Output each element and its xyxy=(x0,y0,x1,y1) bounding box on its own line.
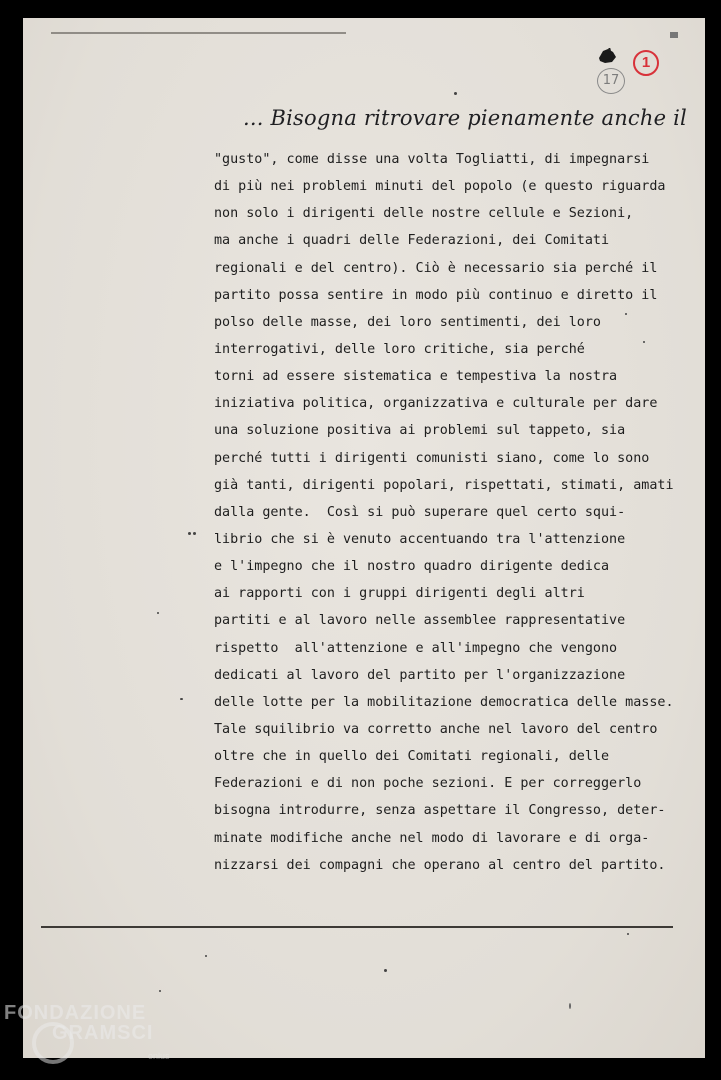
speck xyxy=(569,1003,571,1009)
text-line: librio che si è venuto accentuando tra l'attenzione xyxy=(214,531,626,547)
top-rule xyxy=(51,32,346,34)
text-line: Tale squilibrio va corretto anche nel lavoro del centro xyxy=(214,721,658,737)
speck xyxy=(180,698,183,700)
text-line: regionali e del centro). Ciò è necessario sia perché il xyxy=(214,260,658,276)
page-number-red: 1 xyxy=(633,50,659,76)
text-line: dedicati al lavoro del partito per l'organizzazione xyxy=(214,667,626,683)
fondazione-gramsci-logo xyxy=(4,1000,184,1072)
text-line: Federazioni e di non poche sezioni. E per correggerlo xyxy=(214,776,642,792)
speck xyxy=(625,313,627,315)
document-page xyxy=(23,18,705,1058)
text-line: delle lotte per la mobilitazione democratica delle masse. xyxy=(214,694,674,710)
text-line: minate modifiche anche nel modo di lavorare e di orga- xyxy=(214,830,650,846)
typed-body xyxy=(214,146,684,879)
speck xyxy=(384,969,387,972)
text-line: interrogativi, delle loro critiche, sia perché xyxy=(214,341,585,357)
corner-mark xyxy=(670,32,678,38)
text-line: e l'impegno che il nostro quadro dirigente dedica xyxy=(214,559,610,575)
text-line: una soluzione positiva ai problemi sul tappeto, sia xyxy=(214,423,626,439)
text-line: dalla gente. Così si può superare quel certo squi- xyxy=(214,504,626,520)
text-line: torni ad essere sistematica e tempestiva la nostra xyxy=(214,369,618,385)
text-line: già tanti, dirigenti popolari, rispettati, stimati, amati xyxy=(214,477,674,493)
handwritten-heading: ... Bisogna ritrovare pienamente anche il xyxy=(243,106,687,130)
text-line: partito possa sentire in modo più continuo e diretto il xyxy=(214,287,658,303)
speck xyxy=(188,532,191,535)
speck xyxy=(193,532,196,535)
speck xyxy=(205,955,207,957)
text-line: rispetto all'attenzione e all'impegno che vengono xyxy=(214,640,618,656)
logo-line1: FONDAZIONE xyxy=(4,1002,147,1024)
text-line: di più nei problemi minuti del popolo (e questo riguarda xyxy=(214,179,666,195)
text-line: iniziativa politica, organizzativa e culturale per dare xyxy=(214,396,658,412)
text-line: ma anche i quadri delle Federazioni, dei Comitati xyxy=(214,233,610,249)
text-line: "gusto", come disse una volta Togliatti, di impegnarsi xyxy=(214,152,650,167)
text-line: nizzarsi dei compagni che operano al centro del partito. xyxy=(214,857,666,873)
logo-line3: onlus xyxy=(148,1051,170,1061)
text-line: perché tutti i dirigenti comunisti siano, come lo sono xyxy=(214,450,650,466)
text-line: partiti e al lavoro nelle assemblee rappresentative xyxy=(214,613,626,629)
text-line: non solo i dirigenti delle nostre cellule e Sezioni, xyxy=(214,206,634,222)
text-line: ai rapporti con i gruppi dirigenti degli altri xyxy=(214,586,585,602)
speck xyxy=(159,990,161,992)
speck xyxy=(643,341,645,343)
page-number-pencil: 17 xyxy=(597,68,625,94)
speck xyxy=(157,612,159,614)
text-line: oltre che in quello dei Comitati regionali, delle xyxy=(214,749,610,765)
speck xyxy=(454,92,457,95)
speck xyxy=(627,933,629,935)
text-line: polso delle masse, dei loro sentimenti, dei loro xyxy=(214,314,601,330)
logo-line2: GRAMSCI xyxy=(52,1022,154,1044)
text-line: bisogna introdurre, senza aspettare il Congresso, deter- xyxy=(214,803,666,819)
bottom-rule xyxy=(41,926,673,928)
ink-blot-icon xyxy=(597,48,617,64)
